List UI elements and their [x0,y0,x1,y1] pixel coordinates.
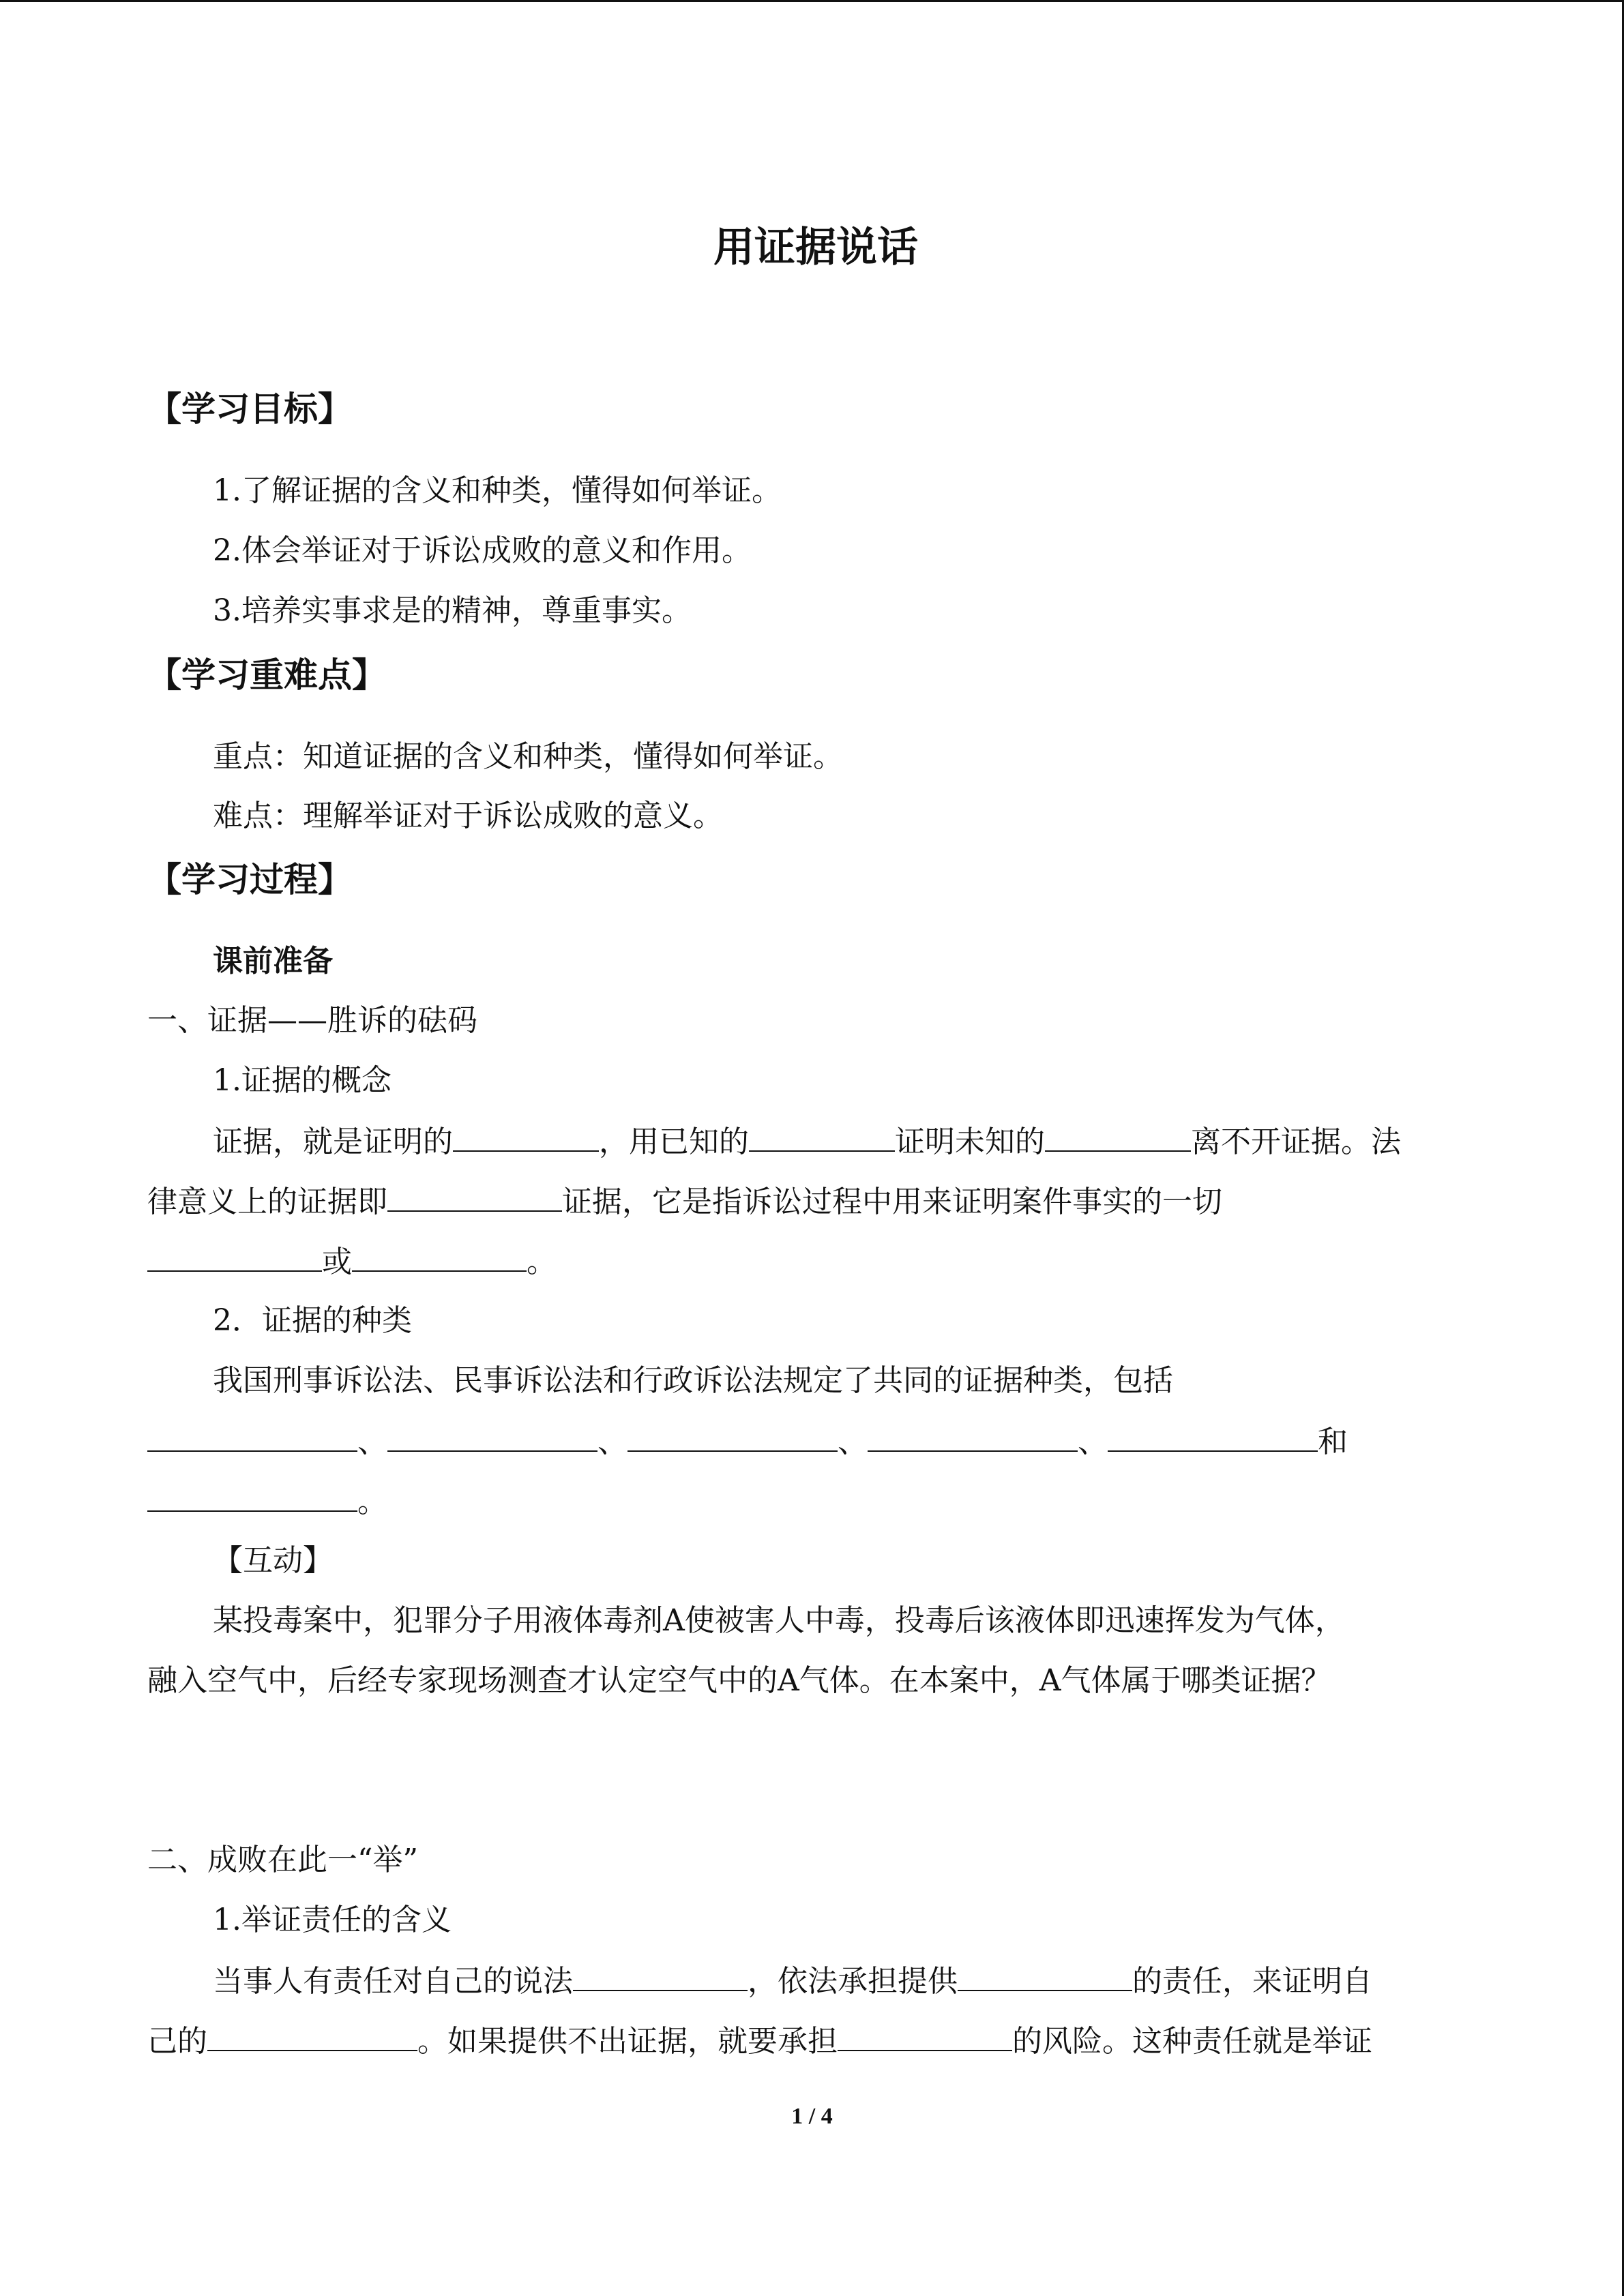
fill-blank[interactable] [147,1480,357,1512]
text: 。如果提供不出证据，就要承担 [417,2024,838,2059]
fill-blank[interactable] [147,1420,357,1452]
process-heading: 【学习过程】 [147,860,352,899]
fill-blank[interactable] [1108,1420,1318,1452]
objective-1: 1.了解证据的含义和种类，懂得如何举证。 [213,473,782,508]
part2-sub1: 1.举证责任的含义 [213,1903,452,1937]
separator: 、 [357,1425,387,1459]
part1-sub1: 1.证据的概念 [213,1063,392,1098]
part1-title: 一、证据——胜诉的砝码 [147,1003,477,1038]
fill-blank[interactable] [387,1420,597,1452]
types-line-2 [147,1480,387,1523]
concept-line-1 [213,1120,1401,1163]
text: 己的 [147,2024,207,2059]
text: 当事人有责任对自己的说法 [213,1964,573,1999]
page-title: 用证据说话 [713,224,918,271]
fill-blank[interactable] [207,2020,417,2051]
fill-blank[interactable] [749,1120,895,1152]
part2-title: 二、成败在此一“举” [147,1843,418,1877]
key-points-heading: 【学习重难点】 [147,655,386,695]
fill-blank[interactable] [838,2020,1012,2051]
text: ，依法承担提供 [748,1964,958,1999]
objective-3: 3.培养实事求是的精神，尊重事实。 [213,593,692,628]
separator: 、 [838,1425,868,1459]
case-line-1: 某投毒案中，犯罪分子用液体毒剂A使被害人中毒，投毒后该液体即迅速挥发为气体， [213,1603,1345,1638]
text: 证明未知的 [895,1124,1045,1159]
types-intro: 我国刑事诉讼法、民事诉讼法和行政诉讼法规定了共同的证据种类，包括 [213,1363,1173,1398]
text: 的风险。这种责任就是举证 [1012,2024,1372,2059]
interact-label: 【互动】 [213,1543,333,1578]
fill-blank[interactable] [628,1420,838,1452]
fill-blank[interactable] [958,1960,1132,1991]
page-number: 1 / 4 [791,2104,833,2129]
text: 律意义上的证据即 [147,1184,387,1219]
objective-2: 2.体会举证对于诉讼成败的意义和作用。 [213,533,752,568]
separator: 、 [1078,1425,1108,1459]
prep-label: 课前准备 [213,944,333,979]
burden-line-2 [147,2020,1372,2062]
fill-blank[interactable] [147,1240,322,1272]
text: 或 [322,1244,352,1279]
burden-line-1 [213,1960,1372,2002]
text: 离不开证据。法 [1191,1124,1401,1159]
objectives-heading: 【学习目标】 [147,389,352,429]
fill-blank[interactable] [352,1240,527,1272]
difficulty-text: 难点：理解举证对于诉讼成败的意义。 [213,799,723,833]
concept-line-2 [147,1180,1222,1223]
fill-blank[interactable] [387,1180,562,1212]
fill-blank[interactable] [1045,1120,1191,1152]
text: ，用已知的 [599,1124,749,1159]
text: 证据，就是证明的 [213,1124,453,1159]
text: 的责任，来证明自 [1132,1964,1372,1999]
text: 。 [357,1485,387,1519]
separator: 、 [597,1425,628,1459]
focus-text: 重点：知道证据的含义和种类，懂得如何举证。 [213,739,843,774]
fill-blank[interactable] [868,1420,1078,1452]
fill-blank[interactable] [573,1960,748,1991]
case-line-2: 融入空气中，后经专家现场测查才认定空气中的A气体。在本案中，A气体属于哪类证据？ [147,1663,1331,1698]
text: 。 [527,1244,557,1279]
text: 证据，它是指诉讼过程中用来证明案件事实的一切 [562,1184,1222,1219]
text: 和 [1318,1425,1348,1459]
page-border-top [0,0,1624,2]
fill-blank[interactable] [453,1120,599,1152]
types-line-1 [147,1420,1348,1463]
concept-line-3 [147,1240,557,1283]
part1-sub2: 2．证据的种类 [213,1303,412,1338]
